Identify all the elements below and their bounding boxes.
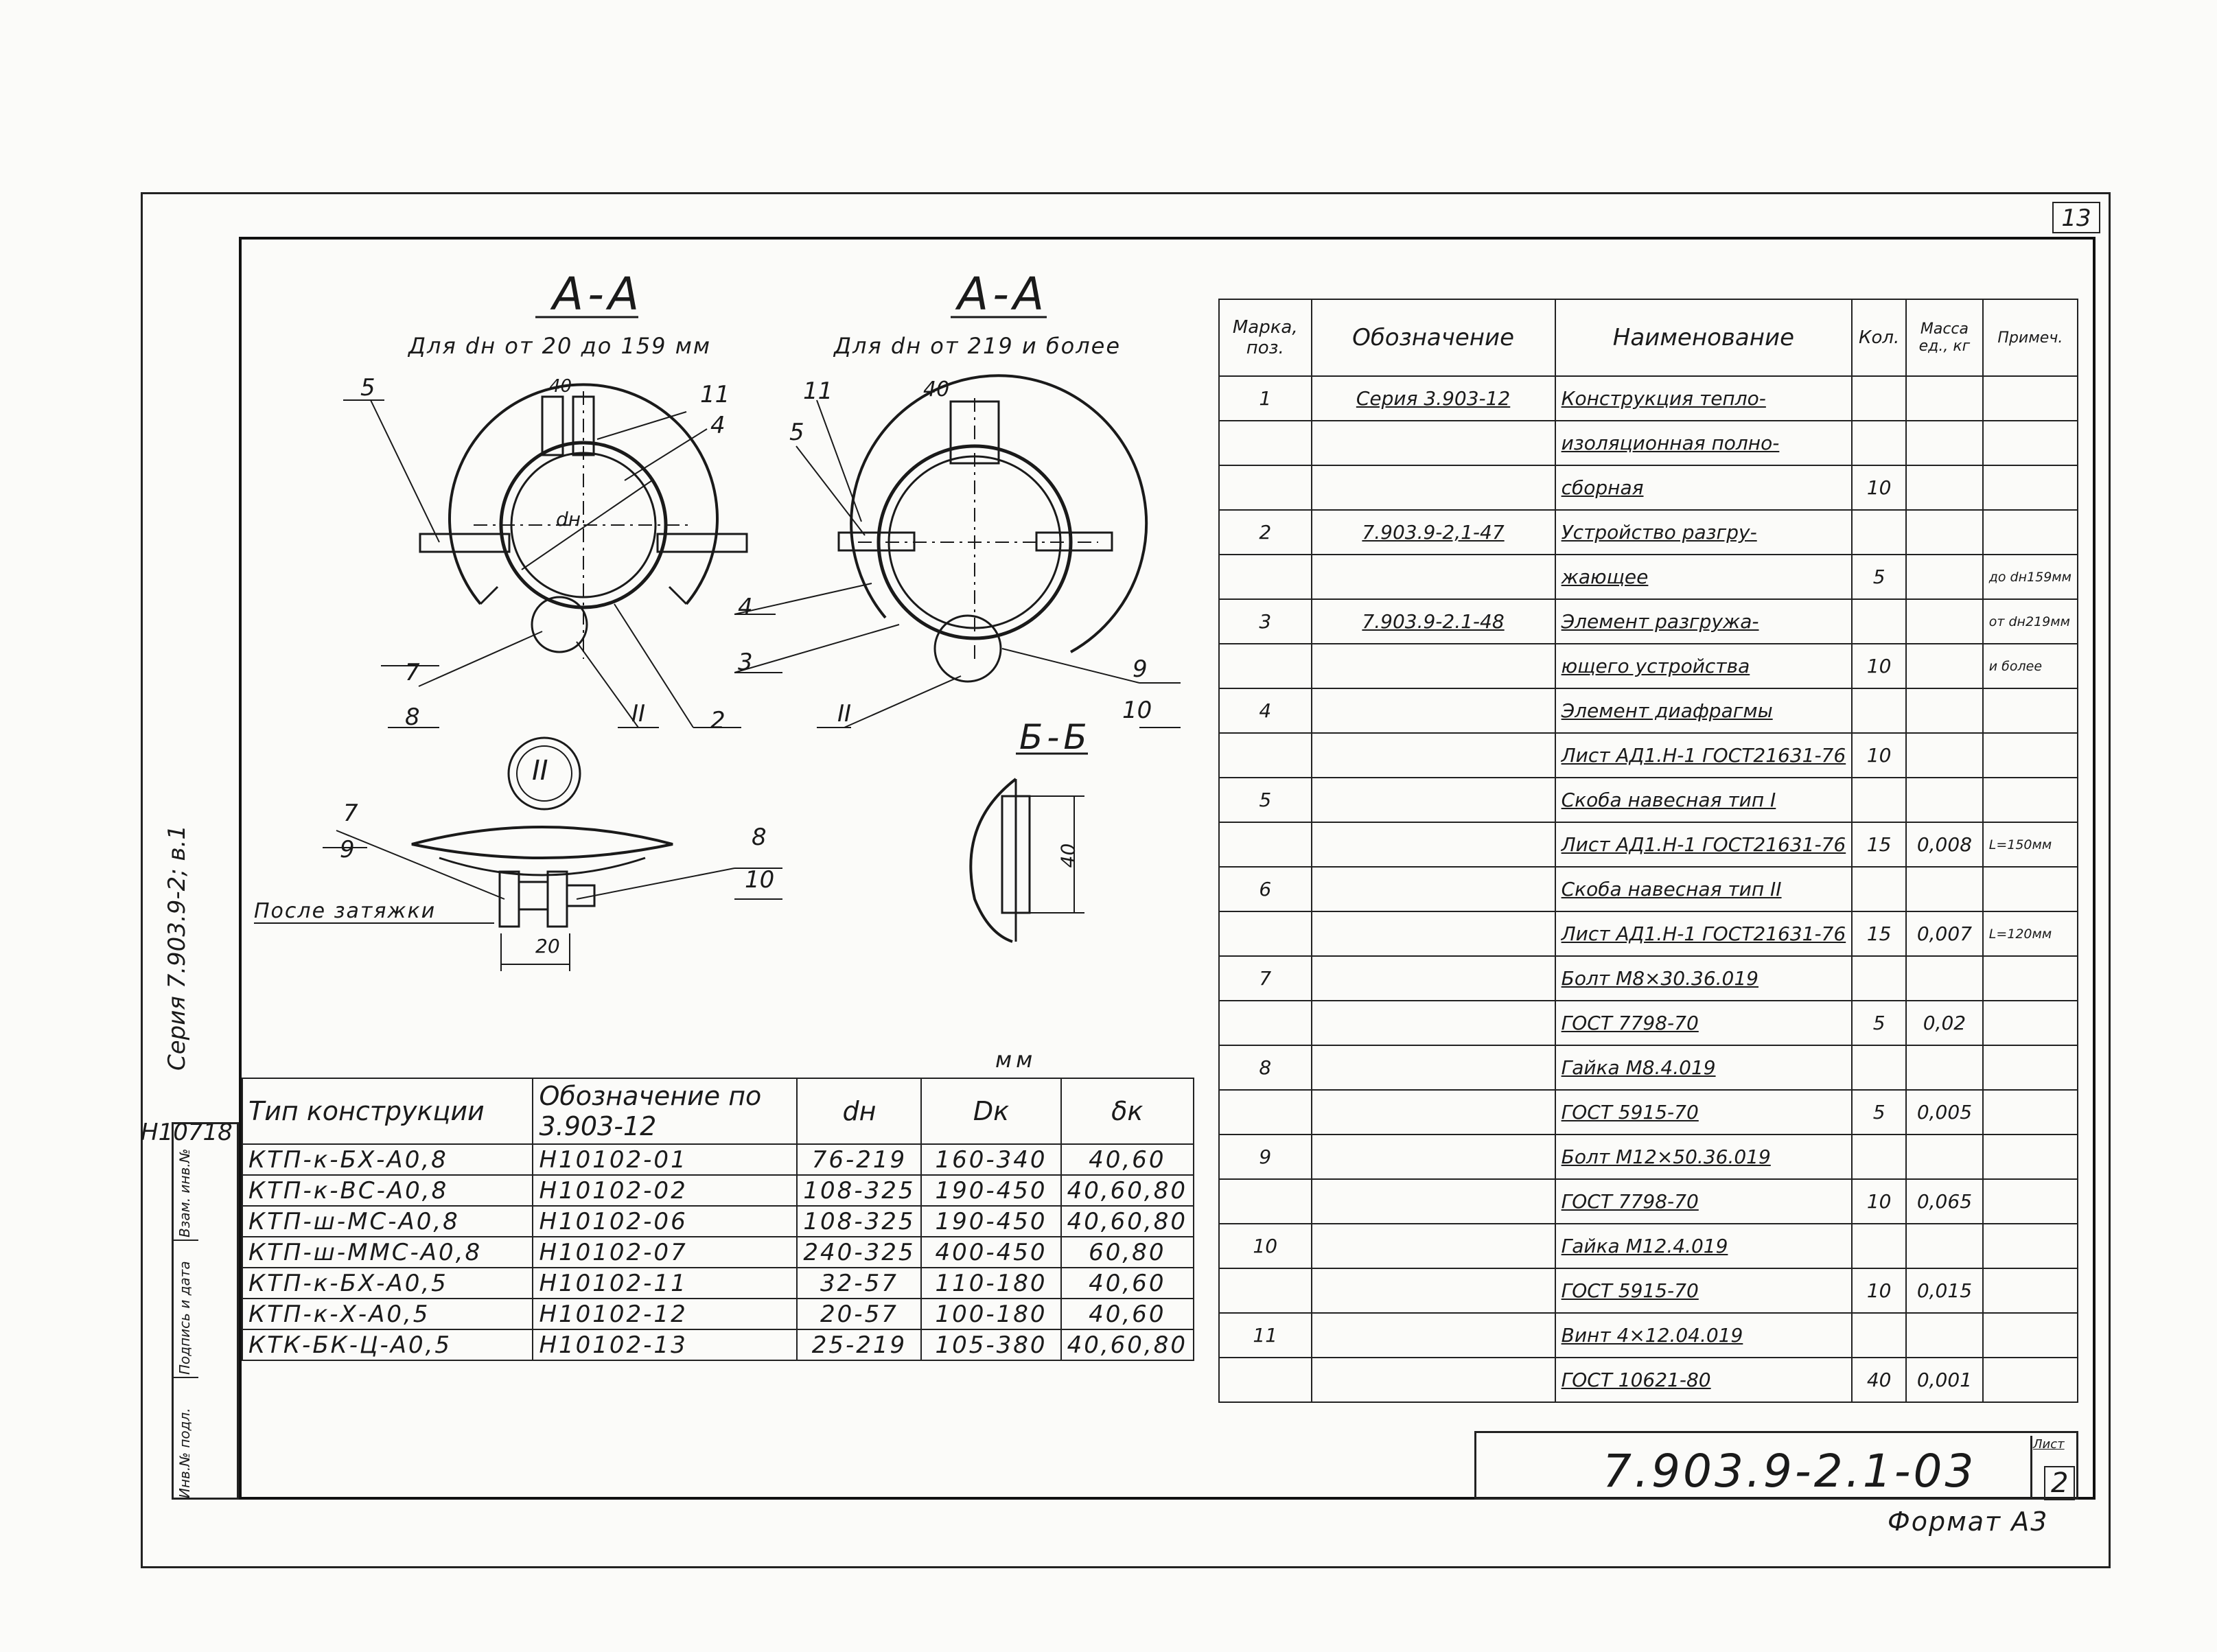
table-row	[242, 1268, 1194, 1299]
cell-designation	[1312, 1268, 1555, 1313]
cell-thickness: 40,60,80	[1061, 1206, 1194, 1237]
table-row	[1219, 778, 2078, 822]
cell-note	[1983, 1313, 2078, 1358]
cell-mark: 6	[1219, 867, 1312, 911]
table-row	[1219, 867, 2078, 911]
callout-left-dn: dн	[556, 508, 581, 531]
table-row	[1219, 911, 2078, 956]
cell-name: жающее	[1555, 555, 1853, 599]
cell-mass: 0,007	[1906, 911, 1983, 956]
table-row	[1219, 599, 2078, 644]
cell-mark	[1219, 555, 1312, 599]
detail-ii-title: II	[532, 755, 548, 787]
cell-thickness: 40,60,80	[1061, 1175, 1194, 1206]
cell-note	[1983, 1135, 2078, 1179]
callout-left-ii: II	[631, 700, 646, 728]
section-aa-left-subtitle: Для dн от 20 до 159 мм	[408, 333, 711, 359]
cell-mass	[1906, 1135, 1983, 1179]
cell-designation: Н10102-13	[533, 1329, 797, 1360]
callout-detail-8: 8	[752, 824, 767, 851]
cell-mark: 3	[1219, 599, 1312, 644]
cell-note	[1983, 421, 2078, 465]
callout-left-2: 2	[710, 707, 726, 734]
cell-note: L=150мм	[1983, 822, 2078, 867]
table-row	[242, 1237, 1194, 1268]
callout-left-8: 8	[405, 703, 420, 731]
cell-name: Гайка М8.4.019	[1555, 1045, 1853, 1090]
table-row	[1219, 1001, 2078, 1045]
table-row	[1219, 465, 2078, 510]
cell-name: Лист АД1.Н-1 ГОСТ21631-76	[1555, 733, 1853, 778]
cell-qty	[1852, 1313, 1906, 1358]
table-row	[1219, 822, 2078, 867]
cell-dn: 240-325	[797, 1237, 921, 1268]
cell-type: КТП-ш-ММС-А0,8	[242, 1237, 533, 1268]
units-label: мм	[995, 1047, 1037, 1073]
cell-dn: 76-219	[797, 1144, 921, 1175]
table-row	[242, 1206, 1194, 1237]
cell-mass	[1906, 421, 1983, 465]
table-row	[242, 1144, 1194, 1175]
callout-right-40: 40	[923, 377, 950, 402]
th-dk: Dк	[921, 1078, 1060, 1144]
cell-designation: Серия 3.903-12	[1312, 376, 1555, 421]
table-row	[1219, 956, 2078, 1001]
cell-designation	[1312, 1358, 1555, 1402]
cell-name: Скоба навесная тип I	[1555, 778, 1853, 822]
cell-name: ГОСТ 7798-70	[1555, 1001, 1853, 1045]
table-row	[1219, 376, 2078, 421]
table-row	[242, 1299, 1194, 1329]
cell-note	[1983, 1090, 2078, 1135]
cell-qty: 15	[1852, 911, 1906, 956]
cell-type: КТП-к-БХ-А0,8	[242, 1144, 533, 1175]
series-label: Серия 7.903.9-2; в.1	[163, 824, 191, 1071]
cell-note	[1983, 956, 2078, 1001]
cell-mark: 7	[1219, 956, 1312, 1001]
cell-qty	[1852, 1224, 1906, 1268]
cell-qty: 10	[1852, 1179, 1906, 1224]
cell-qty	[1852, 421, 1906, 465]
cell-mark: 10	[1219, 1224, 1312, 1268]
callout-left-40: 40	[549, 376, 572, 397]
cell-mass	[1906, 956, 1983, 1001]
callout-right-3: 3	[738, 649, 753, 676]
cell-designation: 7.903.9-2,1-47	[1312, 510, 1555, 555]
cell-mark: 1	[1219, 376, 1312, 421]
cell-name: Болт М8×30.36.019	[1555, 956, 1853, 1001]
cell-mark	[1219, 644, 1312, 688]
cell-note: от dн219мм	[1983, 599, 2078, 644]
cell-designation	[1312, 1001, 1555, 1045]
cell-mark: 9	[1219, 1135, 1312, 1179]
cell-designation	[1312, 867, 1555, 911]
cell-name: ГОСТ 10621-80	[1555, 1358, 1853, 1402]
cell-name: сборная	[1555, 465, 1853, 510]
cell-mass: 0,005	[1906, 1090, 1983, 1135]
cell-qty: 5	[1852, 1090, 1906, 1135]
cell-designation	[1312, 778, 1555, 822]
cell-designation	[1312, 555, 1555, 599]
cell-qty: 10	[1852, 465, 1906, 510]
th-note: Примеч.	[1983, 299, 2078, 376]
cell-mass	[1906, 778, 1983, 822]
cell-designation: Н10102-11	[533, 1268, 797, 1299]
th-name: Наименование	[1555, 299, 1853, 376]
table-row	[1219, 1268, 2078, 1313]
cell-designation	[1312, 1313, 1555, 1358]
cell-qty	[1852, 599, 1906, 644]
cell-designation	[1312, 421, 1555, 465]
cell-mass	[1906, 1224, 1983, 1268]
cell-designation	[1312, 688, 1555, 733]
cell-thickness: 40,60	[1061, 1144, 1194, 1175]
cell-qty	[1852, 376, 1906, 421]
cell-mass	[1906, 555, 1983, 599]
cell-mark: 8	[1219, 1045, 1312, 1090]
callout-left-5: 5	[360, 374, 375, 402]
cell-note	[1983, 778, 2078, 822]
cell-qty	[1852, 510, 1906, 555]
cell-thickness: 40,60	[1061, 1299, 1194, 1329]
cell-name: Элемент разгружа-	[1555, 599, 1853, 644]
cell-note	[1983, 1268, 2078, 1313]
cell-name: Элемент диафрагмы	[1555, 688, 1853, 733]
cell-note	[1983, 1179, 2078, 1224]
cell-name: ГОСТ 7798-70	[1555, 1179, 1853, 1224]
table-row	[242, 1329, 1194, 1360]
callout-right-10: 10	[1122, 697, 1152, 724]
cell-mass: 0,001	[1906, 1358, 1983, 1402]
corner-sheet-number: 13	[2052, 202, 2100, 233]
construction-types-table	[242, 1078, 1194, 1361]
spec-table-header	[1219, 299, 2078, 376]
cell-mass	[1906, 688, 1983, 733]
cell-designation: Н10102-01	[533, 1144, 797, 1175]
cell-dn: 108-325	[797, 1206, 921, 1237]
table-row	[1219, 510, 2078, 555]
section-aa-left-title: А-А	[553, 268, 644, 321]
cell-mass	[1906, 599, 1983, 644]
cell-note: L=120мм	[1983, 911, 2078, 956]
cell-note	[1983, 688, 2078, 733]
cell-qty: 5	[1852, 555, 1906, 599]
cell-name: ющего устройства	[1555, 644, 1853, 688]
cell-designation	[1312, 733, 1555, 778]
th-mass: Масса ед., кг	[1906, 299, 1983, 376]
cell-mass	[1906, 1313, 1983, 1358]
cell-qty: 10	[1852, 644, 1906, 688]
cell-designation	[1312, 1179, 1555, 1224]
cell-designation	[1312, 822, 1555, 867]
cell-note: до dн159мм	[1983, 555, 2078, 599]
th-mark: Марка, поз.	[1219, 299, 1312, 376]
cell-type: КТП-к-БХ-А0,5	[242, 1268, 533, 1299]
cell-type: КТП-к-Х-А0,5	[242, 1299, 533, 1329]
cell-designation	[1312, 1045, 1555, 1090]
cell-designation	[1312, 465, 1555, 510]
spec-table-body	[1219, 376, 2078, 1402]
cell-qty: 5	[1852, 1001, 1906, 1045]
th-type: Тип конструкции	[242, 1078, 533, 1144]
cell-name: Лист АД1.Н-1 ГОСТ21631-76	[1555, 911, 1853, 956]
cell-designation	[1312, 911, 1555, 956]
table-row	[1219, 1313, 2078, 1358]
cell-dk: 110-180	[921, 1268, 1060, 1299]
cell-designation	[1312, 1090, 1555, 1135]
table-row	[242, 1175, 1194, 1206]
cell-mark	[1219, 911, 1312, 956]
table-row	[1219, 688, 2078, 733]
cell-mass	[1906, 644, 1983, 688]
cell-qty	[1852, 867, 1906, 911]
cell-designation: Н10102-06	[533, 1206, 797, 1237]
cell-name: ГОСТ 5915-70	[1555, 1268, 1853, 1313]
th-thickness: δк	[1061, 1078, 1194, 1144]
cell-name: Устройство разгру-	[1555, 510, 1853, 555]
table-row	[1219, 1090, 2078, 1135]
cell-mass: 0,015	[1906, 1268, 1983, 1313]
cell-mark	[1219, 1090, 1312, 1135]
th-dn: dн	[797, 1078, 921, 1144]
cell-name: Болт М12×50.36.019	[1555, 1135, 1853, 1179]
cell-name: Скоба навесная тип II	[1555, 867, 1853, 911]
cell-thickness: 40,60,80	[1061, 1329, 1194, 1360]
sheet-number: 2	[2044, 1466, 2075, 1500]
table-row	[1219, 1135, 2078, 1179]
side-code: H10718	[141, 1119, 233, 1146]
cell-name: Лист АД1.Н-1 ГОСТ21631-76	[1555, 822, 1853, 867]
cell-mass	[1906, 867, 1983, 911]
cell-qty: 40	[1852, 1358, 1906, 1402]
cell-note	[1983, 376, 2078, 421]
cell-note	[1983, 1045, 2078, 1090]
cell-designation: Н10102-07	[533, 1237, 797, 1268]
cell-note	[1983, 1224, 2078, 1268]
cell-mark: 11	[1219, 1313, 1312, 1358]
callout-detail-7: 7	[343, 800, 358, 827]
callout-right-5: 5	[789, 419, 804, 446]
callout-left-4: 4	[710, 412, 726, 439]
cell-mass: 0,065	[1906, 1179, 1983, 1224]
side-strip-label-inv: Инв.№ подл.	[176, 1408, 193, 1498]
table-row	[1219, 555, 2078, 599]
cell-dn: 25-219	[797, 1329, 921, 1360]
cell-mark: 2	[1219, 510, 1312, 555]
callout-bb-40: 40	[1056, 843, 1080, 868]
callout-right-9: 9	[1133, 655, 1148, 683]
cell-mark	[1219, 1358, 1312, 1402]
cell-thickness: 40,60	[1061, 1268, 1194, 1299]
cell-note	[1983, 867, 2078, 911]
cell-mark	[1219, 822, 1312, 867]
cell-mass: 0,02	[1906, 1001, 1983, 1045]
th-designation: Обозначение	[1312, 299, 1555, 376]
section-bb-title: Б-Б	[1019, 717, 1091, 757]
section-aa-right-subtitle: Для dн от 219 и более	[834, 333, 1122, 359]
cell-note	[1983, 733, 2078, 778]
cell-name: Винт 4×12.04.019	[1555, 1313, 1853, 1358]
table-row	[1219, 421, 2078, 465]
cell-name: Гайка М12.4.019	[1555, 1224, 1853, 1268]
cell-mark	[1219, 421, 1312, 465]
cell-name: Конструкция тепло-	[1555, 376, 1853, 421]
cell-dk: 105-380	[921, 1329, 1060, 1360]
cell-dk: 400-450	[921, 1237, 1060, 1268]
callout-right-4: 4	[738, 594, 753, 621]
table-row	[1219, 733, 2078, 778]
cell-type: КТК-БК-Ц-А0,5	[242, 1329, 533, 1360]
cell-qty: 10	[1852, 1268, 1906, 1313]
table-row	[1219, 1358, 2078, 1402]
sheet-label: Лист	[2033, 1437, 2065, 1452]
table-row	[1219, 1179, 2078, 1224]
side-strip-label-sign: Подпись и дата	[176, 1261, 193, 1375]
section-aa-right-title: А-А	[957, 268, 1049, 321]
cell-mark	[1219, 733, 1312, 778]
th-qty: Кол.	[1852, 299, 1906, 376]
cell-qty	[1852, 778, 1906, 822]
cell-mark	[1219, 465, 1312, 510]
cell-dn: 20-57	[797, 1299, 921, 1329]
cell-qty	[1852, 688, 1906, 733]
callout-left-11: 11	[700, 381, 730, 408]
cell-qty	[1852, 1045, 1906, 1090]
cell-dk: 190-450	[921, 1175, 1060, 1206]
cell-mass	[1906, 510, 1983, 555]
cell-name: ГОСТ 5915-70	[1555, 1090, 1853, 1135]
cell-type: КТП-ш-МС-А0,8	[242, 1206, 533, 1237]
cell-designation	[1312, 956, 1555, 1001]
detail-ii-drawing	[254, 738, 782, 971]
cell-qty: 15	[1852, 822, 1906, 867]
cell-qty: 10	[1852, 733, 1906, 778]
side-strip-label-replace: Взам. инв.№	[176, 1148, 193, 1237]
cell-mass	[1906, 465, 1983, 510]
cell-designation	[1312, 644, 1555, 688]
cell-dn: 32-57	[797, 1268, 921, 1299]
callout-right-11: 11	[803, 377, 833, 405]
callout-after-tightening: После затяжки	[254, 899, 437, 923]
document-designation: 7.903.9-2.1-03	[1603, 1445, 1977, 1498]
callout-detail-9: 9	[340, 836, 355, 863]
table-row	[1219, 644, 2078, 688]
callout-left-7: 7	[405, 659, 420, 686]
specification-table	[1218, 299, 2078, 1403]
th-designation: Обозначение по 3.903-12	[533, 1078, 797, 1144]
format-label: Формат А3	[1888, 1506, 2049, 1537]
cell-mark: 5	[1219, 778, 1312, 822]
cell-mass	[1906, 1045, 1983, 1090]
callout-detail-20: 20	[535, 935, 560, 957]
cell-mass	[1906, 376, 1983, 421]
cell-mass: 0,008	[1906, 822, 1983, 867]
cell-type: КТП-к-ВС-А0,8	[242, 1175, 533, 1206]
cell-mark	[1219, 1001, 1312, 1045]
cell-qty	[1852, 956, 1906, 1001]
section-aa-left-drawing	[343, 384, 747, 728]
cell-dk: 160-340	[921, 1144, 1060, 1175]
cell-note	[1983, 465, 2078, 510]
cell-dk: 190-450	[921, 1206, 1060, 1237]
cell-qty	[1852, 1135, 1906, 1179]
cell-designation: 7.903.9-2.1-48	[1312, 599, 1555, 644]
cell-note	[1983, 1358, 2078, 1402]
cell-designation	[1312, 1135, 1555, 1179]
cell-mass	[1906, 733, 1983, 778]
types-table-header	[242, 1078, 1194, 1144]
callout-right-ii: II	[837, 700, 852, 728]
cell-thickness: 60,80	[1061, 1237, 1194, 1268]
cell-name: изоляционная полно-	[1555, 421, 1853, 465]
table-row	[1219, 1045, 2078, 1090]
cell-dn: 108-325	[797, 1175, 921, 1206]
cell-mark	[1219, 1268, 1312, 1313]
cell-designation	[1312, 1224, 1555, 1268]
cell-mark	[1219, 1179, 1312, 1224]
callout-detail-10: 10	[745, 866, 775, 894]
cell-note	[1983, 1001, 2078, 1045]
cell-designation: Н10102-12	[533, 1299, 797, 1329]
cell-mark: 4	[1219, 688, 1312, 733]
cell-note: и более	[1983, 644, 2078, 688]
cell-dk: 100-180	[921, 1299, 1060, 1329]
table-row	[1219, 1224, 2078, 1268]
cell-note	[1983, 510, 2078, 555]
cell-designation: Н10102-02	[533, 1175, 797, 1206]
